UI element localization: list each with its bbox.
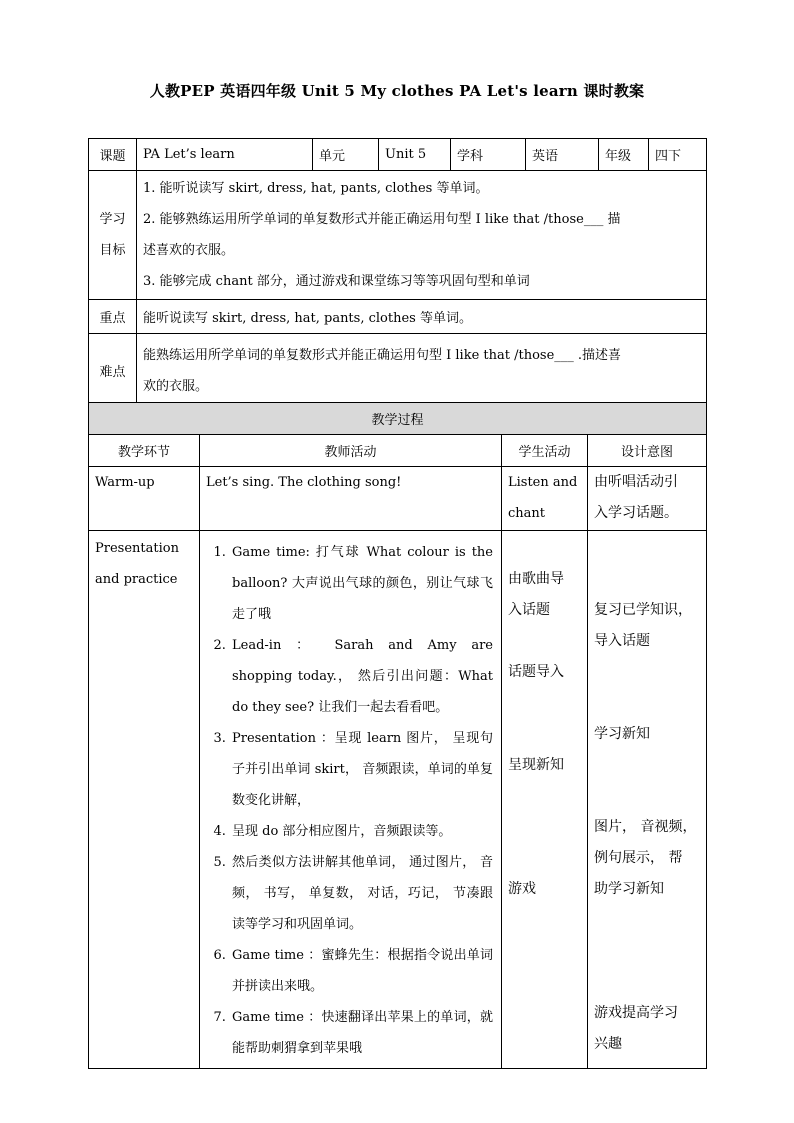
- header-intent: 设计意图: [588, 435, 707, 467]
- step-item: 5. 然后类似方法讲解其他单词， 通过图片， 音频， 书写， 单复数， 对话，巧记， 节凑跟读等学习和巩固单词。: [230, 847, 493, 940]
- process-band-title: 教学过程: [89, 403, 707, 435]
- objective-item: 述喜欢的衣服。: [143, 243, 235, 258]
- presentation-stage: Presentation and practice: [89, 531, 200, 1069]
- subject-label: 学科: [451, 139, 526, 171]
- step-item: 1. Game time: 打气球 What colour is the balloon? 大声说出气球的颜色，别让气球飞走了哦: [230, 537, 493, 630]
- presentation-teacher: [200, 531, 502, 1069]
- header-teacher: 教师活动: [200, 435, 502, 467]
- unit-label: 单元: [313, 139, 379, 171]
- unit-value: Unit 5: [379, 139, 451, 171]
- page-title: 人教PEP 英语四年级 Unit 5 My clothes PA Let's learn 课时教案: [149, 82, 645, 100]
- objective-item: 3. 能够完成 chant 部分，通过游戏和课堂练习等等巩固句型和单词: [143, 274, 530, 289]
- header-stage: 教学环节: [89, 435, 200, 467]
- key-points-label: 重点: [89, 300, 137, 334]
- teaching-process-table: [88, 402, 707, 1069]
- difficulties-label: 难点: [89, 334, 137, 408]
- objectives-label: 学习 目标: [89, 171, 137, 300]
- difficulties-text: 能熟练运用所学单词的单复数形式并能正确运用句型 I like that /those___ .描述喜 欢的衣服。: [137, 334, 707, 408]
- presentation-intent: 复习已学知识， 导入话题 学习新知 图片， 音视频， 例句展示， 帮 助学习新知 游戏提高学习 兴趣: [588, 531, 707, 1069]
- objectives-content: [137, 171, 707, 300]
- warmup-stage: Warm-up: [89, 467, 200, 531]
- objective-item: 1. 能听说读写 skirt, dress, hat, pants, clothes 等单词。: [143, 181, 489, 196]
- step-item: 7. Game time ：快速翻译出苹果上的单词，就能帮助刺猬拿到苹果哦: [230, 1002, 493, 1064]
- step-item: 6. Game time ：蜜蜂先生：根据指令说出单词并拼读出来哦。: [230, 940, 493, 1002]
- step-item: 3. Presentation ：呈现 learn 图片， 呈现句子并引出单词 skirt， 音频跟读，单词的单复数变化讲解，: [230, 723, 493, 816]
- lesson-info-table: [88, 138, 707, 408]
- objective-item: 2. 能够熟练运用所学单词的单复数形式并能正确运用句型 I like that /those___ 描: [143, 212, 621, 227]
- subject-value: 英语: [526, 139, 599, 171]
- header-student: 学生活动: [502, 435, 588, 467]
- warmup-intent: 由听唱活动引 入学习话题。: [588, 467, 707, 531]
- grade-label: 年级: [599, 139, 649, 171]
- presentation-student: 由歌曲导 入话题 话题导入 呈现新知 游戏: [502, 531, 588, 1069]
- grade-value: 四下: [649, 139, 707, 171]
- step-item: 2. Lead-in ： Sarah and Amy are shopping today.， 然后引出问题：What do they see? 让我们一起去看看吧。: [230, 630, 493, 723]
- warmup-student: Listen and chant: [502, 467, 588, 531]
- warmup-teacher: Let’s sing. The clothing song!: [200, 467, 502, 531]
- topic-value: PA Let’s learn: [137, 139, 313, 171]
- step-item: 4. 呈现 do 部分相应图片，音频跟读等。: [230, 816, 493, 847]
- topic-label: 课题: [89, 139, 137, 171]
- key-points-text: 能听说读写 skirt, dress, hat, pants, clothes 等单词。: [137, 300, 707, 334]
